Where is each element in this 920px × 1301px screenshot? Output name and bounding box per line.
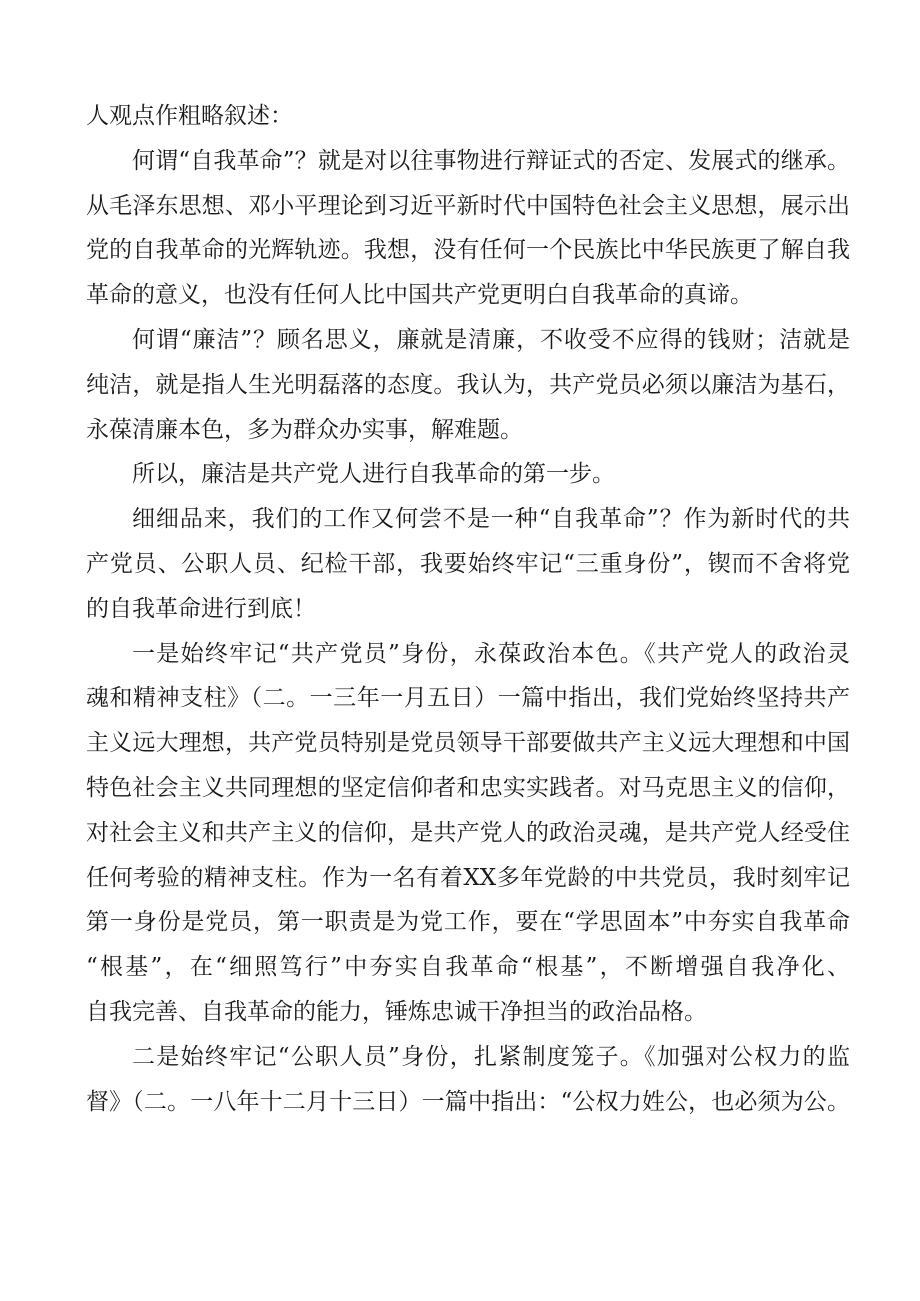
text-line: 特色社会主义共同理想的坚定信仰者和忠实实践者。对马克思主义的信仰， [86, 774, 850, 801]
text-line: 党的自我革命的光辉轨迹。我想，没有任何一个民族比中华民族更了解自我 [86, 237, 850, 264]
text-line: 魂和精神支柱》（二。一三年一月五日）一篇中指出，我们党始终坚持共产 [86, 685, 850, 712]
text-line: 主义远大理想，共产党员特别是党员领导干部要做共产主义远大理想和中国 [86, 730, 850, 757]
text-line: 永葆清廉本色，多为群众办实事，解难题。 [86, 416, 523, 443]
document-body [86, 94, 850, 1124]
text-line: 何谓“自我革命”？就是对以往事物进行辩证式的否定、发展式的继承。 [132, 147, 850, 174]
text-line: 二是始终牢记“公职人员”身份，扎紧制度笼子。《加强对公权力的监 [132, 1043, 850, 1070]
text-line: 的自我革命进行到底！ [86, 595, 316, 622]
text-line: 人观点作粗略叙述： [86, 103, 293, 129]
text-line: 第一身份是党员，第一职责是为党工作，要在“学思固本”中夯实自我革命 [86, 909, 850, 936]
text-line: 自我完善、自我革命的能力，锤炼忠诚干净担当的政治品格。 [86, 998, 707, 1025]
text-line: 从毛泽东思想、邓小平理论到习近平新时代中国特色社会主义思想，展示出 [86, 192, 850, 219]
text-line: “根基”，在“细照笃行”中夯实自我革命“根基”，不断增强自我净化、 [86, 954, 850, 981]
text-line: 任何考验的精神支柱。作为一名有着XX多年党龄的中共党员，我时刻牢记 [86, 864, 850, 891]
text-line: 督》（二。一八年十二月十三日）一篇中指出：“公权力姓公，也必须为公。 [86, 1088, 850, 1115]
text-line: 所以，廉洁是共产党人进行自我革命的第一步。 [132, 461, 615, 488]
text-line: 一是始终牢记“共产党员”身份，永葆政治本色。《共产党人的政治灵 [132, 640, 850, 667]
text-line: 何谓“廉洁”？顾名思义，廉就是清廉，不收受不应得的钱财；洁就是 [132, 326, 850, 353]
text-line: 纯洁，就是指人生光明磊落的态度。我认为，共产党员必须以廉洁为基石， [86, 371, 850, 398]
text-line: 革命的意义，也没有任何人比中国共产党更明白自我革命的真谛。 [86, 282, 753, 309]
text-line: 细细品来，我们的工作又何尝不是一种“自我革命”？作为新时代的共 [132, 506, 850, 533]
text-line: 产党员、公职人员、纪检干部，我要始终牢记“三重身份”，锲而不舍将党 [86, 550, 850, 577]
text-line: 对社会主义和共产主义的信仰，是共产党人的政治灵魂，是共产党人经受住 [86, 819, 850, 846]
